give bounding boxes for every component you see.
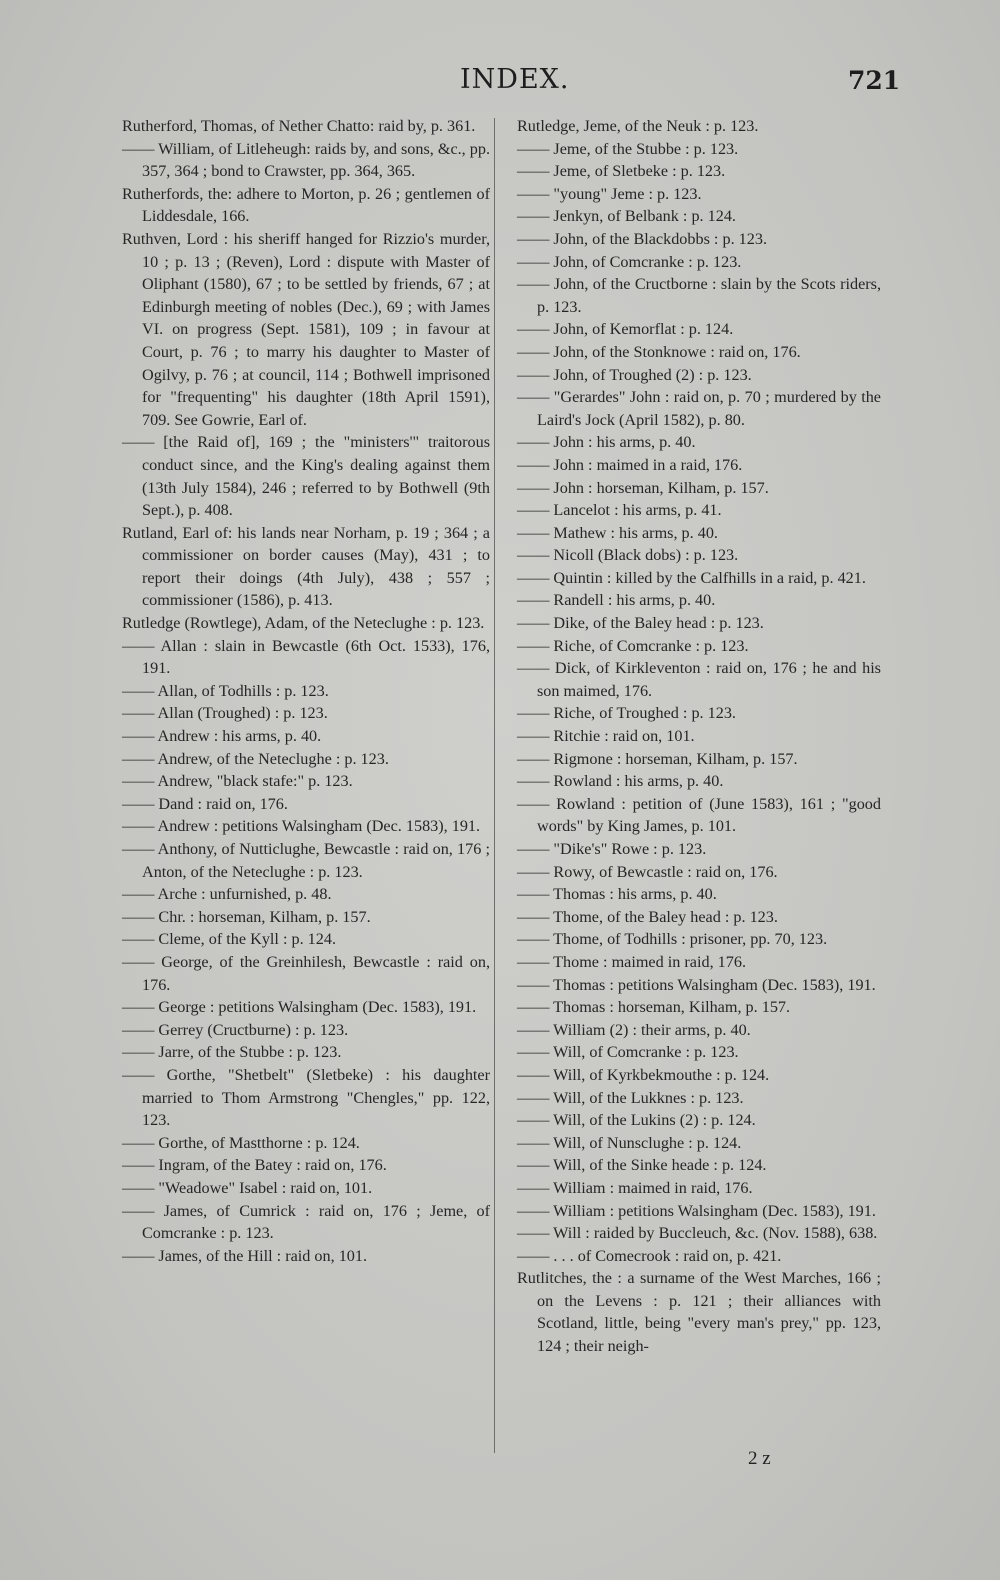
index-entry: —— Quintin : killed by the Calfhills in a raid, p. 421.	[517, 568, 866, 587]
column-divider	[494, 118, 495, 1453]
page-number: 721	[848, 66, 901, 95]
index-entry: —— Will, of the Lukknes : p. 123.	[517, 1088, 744, 1107]
index-entry: —— Thome, of the Baley head : p. 123.	[517, 907, 778, 926]
index-entry: —— Anthony, of Nutticlughe, Bewcastle : raid on, 176 ; Anton, of the Neteclughe : p. 123.	[122, 840, 490, 881]
index-entry: —— James, of Cumrick : raid on, 176 ; Jeme, of Comcranke : p. 123.	[122, 1201, 490, 1243]
index-entry: —— Thomas : his arms, p. 40.	[517, 885, 717, 904]
index-entry: —— John, of the Cructborne : slain by the Scots riders, p. 123.	[517, 275, 881, 316]
index-entry: —— Gorthe, of Mastthorne : p. 124.	[122, 1133, 360, 1152]
index-entry: Rutherford, Thomas, of Nether Chatto: raid by, p. 361.	[122, 117, 476, 135]
index-entry: —— Randell : his arms, p. 40.	[517, 591, 716, 610]
index-entry: —— Will, of Comcranke : p. 123.	[517, 1043, 739, 1062]
index-entry: —— Gerrey (Cructburne) : p. 123.	[122, 1020, 349, 1039]
index-entry: —— Rowland : his arms, p. 40.	[517, 772, 724, 791]
index-entry: —— Chr. : horseman, Kilham, p. 157.	[122, 907, 371, 926]
index-entry: —— John : his arms, p. 40.	[517, 433, 696, 452]
index-entry: —— Jeme, of Sletbeke : p. 123.	[517, 162, 726, 181]
index-entry: —— John, of the Blackdobbs : p. 123.	[517, 229, 767, 248]
index-entry: —— Gorthe, "Shetbelt" (Sletbeke) : his daughter married to Thom Armstrong "Chengles," pp. 122, 123.	[122, 1065, 490, 1130]
index-entry: —— John, of Comcranke : p. 123.	[517, 252, 742, 271]
index-entry: Rutledge (Rowtlege), Adam, of the Neteclughe : p. 123.	[122, 614, 485, 633]
index-entry: —— Jarre, of the Stubbe : p. 123.	[122, 1043, 342, 1062]
index-entry: —— Jenkyn, of Belbank : p. 124.	[517, 207, 736, 226]
index-entry: —— William (2) : their arms, p. 40.	[517, 1020, 751, 1039]
index-entry: —— William : maimed in raid, 176.	[517, 1178, 753, 1197]
index-entry: —— Allan : slain in Bewcastle (6th Oct. 1533), 176, 191.	[122, 636, 490, 678]
index-entry: —— Will, of the Sinke heade : p. 124.	[517, 1156, 767, 1175]
index-column-left	[122, 115, 490, 1267]
index-entry: —— Will : raided by Buccleuch, &c. (Nov. 1588), 638.	[517, 1224, 878, 1243]
index-entry: —— William : petitions Walsingham (Dec. 1583), 191.	[517, 1201, 876, 1220]
index-entry: —— Thomas : horseman, Kilham, p. 157.	[517, 998, 791, 1017]
running-head	[0, 64, 1000, 104]
index-entry: —— Allan, of Todhills : p. 123.	[122, 681, 329, 700]
index-column-right	[517, 115, 881, 1358]
index-entry: —— Riche, of Troughed : p. 123.	[517, 704, 736, 723]
index-entry: —— Andrew, of the Neteclughe : p. 123.	[122, 749, 389, 768]
index-entry: Rutledge, Jeme, of the Neuk : p. 123.	[517, 117, 759, 135]
index-entry: —— "Gerardes" John : raid on, p. 70 ; murdered by the Laird's Jock (April 1582), p. 80.	[517, 388, 881, 429]
index-entry: —— Will, of Nunsclughe : p. 124.	[517, 1133, 742, 1152]
index-entry: —— Allan (Troughed) : p. 123.	[122, 704, 328, 723]
index-entry: —— "Dike's" Rowe : p. 123.	[517, 840, 707, 858]
index-entry: —— Rowy, of Bewcastle : raid on, 176.	[517, 862, 778, 881]
index-entry: —— James, of the Hill : raid on, 101.	[122, 1246, 368, 1265]
index-entry: —— Dike, of the Baley head : p. 123.	[517, 614, 764, 633]
index-entry: —— John : maimed in a raid, 176.	[517, 455, 743, 474]
index-entry: —— Mathew : his arms, p. 40.	[517, 523, 718, 542]
index-entry: —— . . . of Comecrook : raid on, p. 421.	[517, 1246, 782, 1265]
index-entry: —— Lancelot : his arms, p. 41.	[517, 501, 722, 520]
index-entry: —— Rigmone : horseman, Kilham, p. 157.	[517, 749, 798, 768]
index-entry: —— Thome, of Todhills : prisoner, pp. 70, 123.	[517, 930, 828, 949]
index-entry: —— Thome : maimed in raid, 176.	[517, 952, 746, 971]
index-entry: Rutherfords, the: adhere to Morton, p. 26 ; gentlemen of Liddesdale, 166.	[122, 184, 490, 226]
index-entry: —— Jeme, of the Stubbe : p. 123.	[517, 139, 739, 158]
page-title: INDEX.	[460, 64, 570, 95]
signature-mark: 2 z	[748, 1448, 771, 1469]
index-entry: —— William, of Litleheugh: raids by, and sons, &c., pp. 357, 364 ; bond to Crawster, pp. 364, 365.	[122, 139, 491, 181]
index-entry: Rutlitches, the : a surname of the West Marches, 166 ; on the Levens : p. 121 ; their alliances with Scotland, little, being "every man's prey," pp. 123, 124 ; their neigh-	[517, 1269, 881, 1356]
index-entry: —— Cleme, of the Kyll : p. 124.	[122, 930, 337, 949]
index-entry: —— John, of Kemorflat : p. 124.	[517, 320, 734, 339]
index-entry: —— [the Raid of], 169 ; the "ministers'" traitorous conduct since, and the King's dealing against them (13th July 1584), 246 ; referred to by Bothwell (9th Sept.), p. 408.	[122, 433, 490, 520]
index-entry: —— Ingram, of the Batey : raid on, 176.	[122, 1156, 387, 1175]
index-entry: Rutland, Earl of: his lands near Norham, p. 19 ; 364 ; a commissioner on border causes (May), 431 ; to report their doings (4th July), 438 ; 557 ; commissioner (1586), p. 413.	[122, 523, 490, 610]
index-entry: —— "young" Jeme : p. 123.	[517, 184, 702, 203]
index-entry: —— John : horseman, Kilham, p. 157.	[517, 478, 769, 497]
index-entry: —— John, of the Stonknowe : raid on, 176.	[517, 342, 801, 361]
index-entry: —— Rowland : petition of (June 1583), 161 ; "good words" by King James, p. 101.	[517, 794, 881, 836]
index-entry: —— Dand : raid on, 176.	[122, 794, 288, 813]
index-entry: —— Thomas : petitions Walsingham (Dec. 1583), 191.	[517, 975, 876, 994]
index-entry: —— "Weadowe" Isabel : raid on, 101.	[122, 1178, 373, 1197]
index-entry: —— Will, of the Lukins (2) : p. 124.	[517, 1111, 756, 1130]
index-entry: —— Andrew : his arms, p. 40.	[122, 727, 322, 746]
index-entry: —— Arche : unfurnished, p. 48.	[122, 885, 332, 904]
index-entry: —— Dick, of Kirkleventon : raid on, 176 ; he and his son maimed, 176.	[517, 659, 881, 700]
index-entry: Ruthven, Lord : his sheriff hanged for Rizzio's murder, 10 ; p. 13 ; (Reven), Lord : dispute with Master of Oliphant (1580), 67 ; to be settled by friends, 67 ; at Edinburgh meeting of nobles (Dec.), 69 ; with James VI. on progress (Sept. 1581), 109 ; in favour at Court, p. 76 ; to marry his daughter to Master of Ogilvy, p. 76 ; at council, 114 ; Bothwell imprisoned for "frequenting" his daughter (18th April 1591), 709. See Gowrie, Earl of.	[122, 229, 490, 429]
index-entry: —— Ritchie : raid on, 101.	[517, 727, 695, 746]
index-entry: —— Andrew, "black stafe:" p. 123.	[122, 772, 353, 791]
index-entry: —— Andrew : petitions Walsingham (Dec. 1583), 191.	[122, 817, 481, 836]
index-entry: —— John, of Troughed (2) : p. 123.	[517, 365, 752, 384]
index-entry: —— Nicoll (Black dobs) : p. 123.	[517, 546, 739, 565]
index-entry: —— George : petitions Walsingham (Dec. 1583), 191.	[122, 998, 477, 1017]
index-entry: —— George, of the Greinhilesh, Bewcastle : raid on, 176.	[122, 952, 490, 994]
index-entry: —— Will, of Kyrkbekmouthe : p. 124.	[517, 1065, 770, 1084]
index-entry: —— Riche, of Comcranke : p. 123.	[517, 636, 749, 655]
